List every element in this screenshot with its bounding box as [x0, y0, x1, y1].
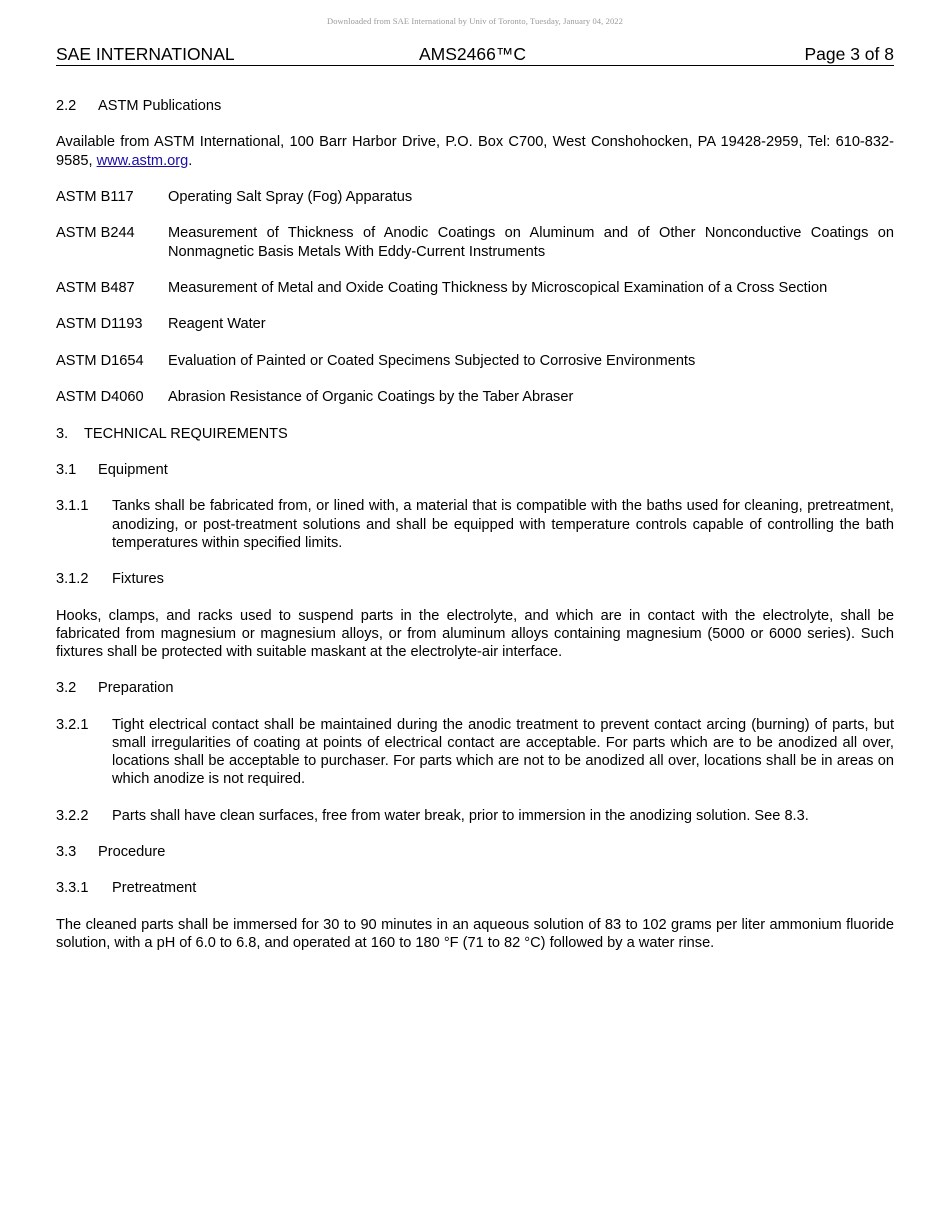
- section-title: Preparation: [98, 680, 174, 697]
- section-heading-3-1: [56, 461, 894, 479]
- reference-id: ASTM D1654: [56, 352, 144, 369]
- section-text: Tight electrical contact shall be maintained during the anodic treatment to prevent contact arcing (burning) of parts, but small irregularities of coating at points of electrical contact are acceptable. For parts which are to be anodized all over, locations shall be acceptable to purchaser. For parts which are not to be anodized all over, locations shall be in areas on which anodize is not required.: [112, 716, 894, 788]
- section-number: 3.: [56, 425, 69, 442]
- reference-row: [56, 279, 894, 297]
- section-heading-3-1-2: [56, 570, 894, 588]
- reference-row: [56, 388, 894, 406]
- reference-id: ASTM D1193: [56, 316, 143, 333]
- section-title: TECHNICAL REQUIREMENTS: [84, 425, 288, 442]
- availability-end: .: [188, 152, 193, 169]
- section-number: 3.1: [56, 461, 77, 478]
- section-item-3-2-2: [56, 807, 894, 825]
- section-title: Fixtures: [112, 571, 164, 588]
- reference-title: Measurement of Metal and Oxide Coating Thickness by Microscopical Examination of a Cross Section: [168, 279, 828, 296]
- section-title: ASTM Publications: [98, 98, 222, 114]
- download-watermark: Downloaded from SAE International by Univ of Toronto, Tuesday, January 04, 2022: [326, 16, 624, 26]
- section-number: 3.1.1: [56, 498, 89, 515]
- header-organization: SAE INTERNATIONAL: [56, 44, 235, 64]
- reference-title: Operating Salt Spray (Fog) Apparatus: [168, 188, 413, 205]
- reference-row: [56, 315, 894, 333]
- section-number: 3.2.2: [56, 807, 89, 824]
- reference-id: ASTM D4060: [56, 389, 144, 406]
- section-title: Pretreatment: [112, 880, 197, 897]
- reference-title: Reagent Water: [168, 316, 266, 333]
- header-document-id: AMS2466™C: [419, 44, 526, 64]
- section-item-3-2-1: [56, 716, 894, 789]
- section-heading-3: [56, 425, 894, 443]
- reference-row: [56, 352, 894, 370]
- page-header: [56, 44, 894, 66]
- fixtures-paragraph: Hooks, clamps, and racks used to suspend parts in the electrolyte, and which are in contact with the electrolyte, shall be fabricated from magnesium or magnesium alloys, or from aluminum alloys containing magnesium (5000 or 6000 series). Such fixtures shall be protected with suitable maskant at the electrolyte-air interface.: [56, 607, 894, 660]
- astm-website-link[interactable]: www.astm.org: [96, 152, 189, 169]
- header-page-number: Page 3 of 8: [804, 44, 894, 64]
- section-title: Equipment: [98, 461, 168, 478]
- section-text: Parts shall have clean surfaces, free from water break, prior to immersion in the anodizing solution. See 8.3.: [112, 807, 809, 824]
- pretreatment-paragraph: The cleaned parts shall be immersed for 30 to 90 minutes in an aqueous solution of 83 to 102 grams per liter ammonium fluoride solution, with a pH of 6.0 to 6.8, and operated at 160 to 180 °F (71 to 82 °C) followed by a water rinse.: [56, 916, 894, 952]
- astm-availability-paragraph: [56, 133, 894, 169]
- availability-text: Available from ASTM International, 100 Barr Harbor Drive, P.O. Box C700, West Conshohocken, PA 19428-2959, Tel: 610-832-9585,: [56, 134, 894, 169]
- section-text: Tanks shall be fabricated from, or lined with, a material that is compatible with the baths used for cleaning, pretreatment, anodizing, or post-treatment solutions and shall be equipped with temperature controls capable of controlling the bath temperatures within specified limits.: [112, 498, 894, 551]
- reference-title: Measurement of Thickness of Anodic Coatings on Aluminum and of Other Nonconductive Coatings on Nonmagnetic Basis Metals With Eddy-Current Instruments: [168, 225, 894, 260]
- reference-title: Abrasion Resistance of Organic Coatings by the Taber Abraser: [168, 389, 574, 406]
- reference-row: [56, 224, 894, 260]
- section-number: 2.2: [56, 98, 77, 114]
- section-heading-2-2: [56, 97, 894, 115]
- section-number: 3.3: [56, 844, 77, 861]
- section-heading-3-3: [56, 843, 894, 861]
- reference-id: ASTM B487: [56, 279, 135, 296]
- reference-id: ASTM B117: [56, 188, 134, 205]
- section-number: 3.1.2: [56, 571, 89, 588]
- section-heading-3-3-1: [56, 879, 894, 897]
- section-heading-3-2: [56, 679, 894, 697]
- section-number: 3.3.1: [56, 880, 89, 897]
- section-number: 3.2: [56, 680, 77, 697]
- section-item-3-1-1: [56, 497, 894, 552]
- section-number: 3.2.1: [56, 716, 89, 733]
- document-body: [56, 97, 894, 970]
- reference-title: Evaluation of Painted or Coated Specimens Subjected to Corrosive Environments: [168, 352, 696, 369]
- section-title: Procedure: [98, 844, 166, 861]
- reference-row: [56, 188, 894, 206]
- reference-id: ASTM B244: [56, 225, 135, 242]
